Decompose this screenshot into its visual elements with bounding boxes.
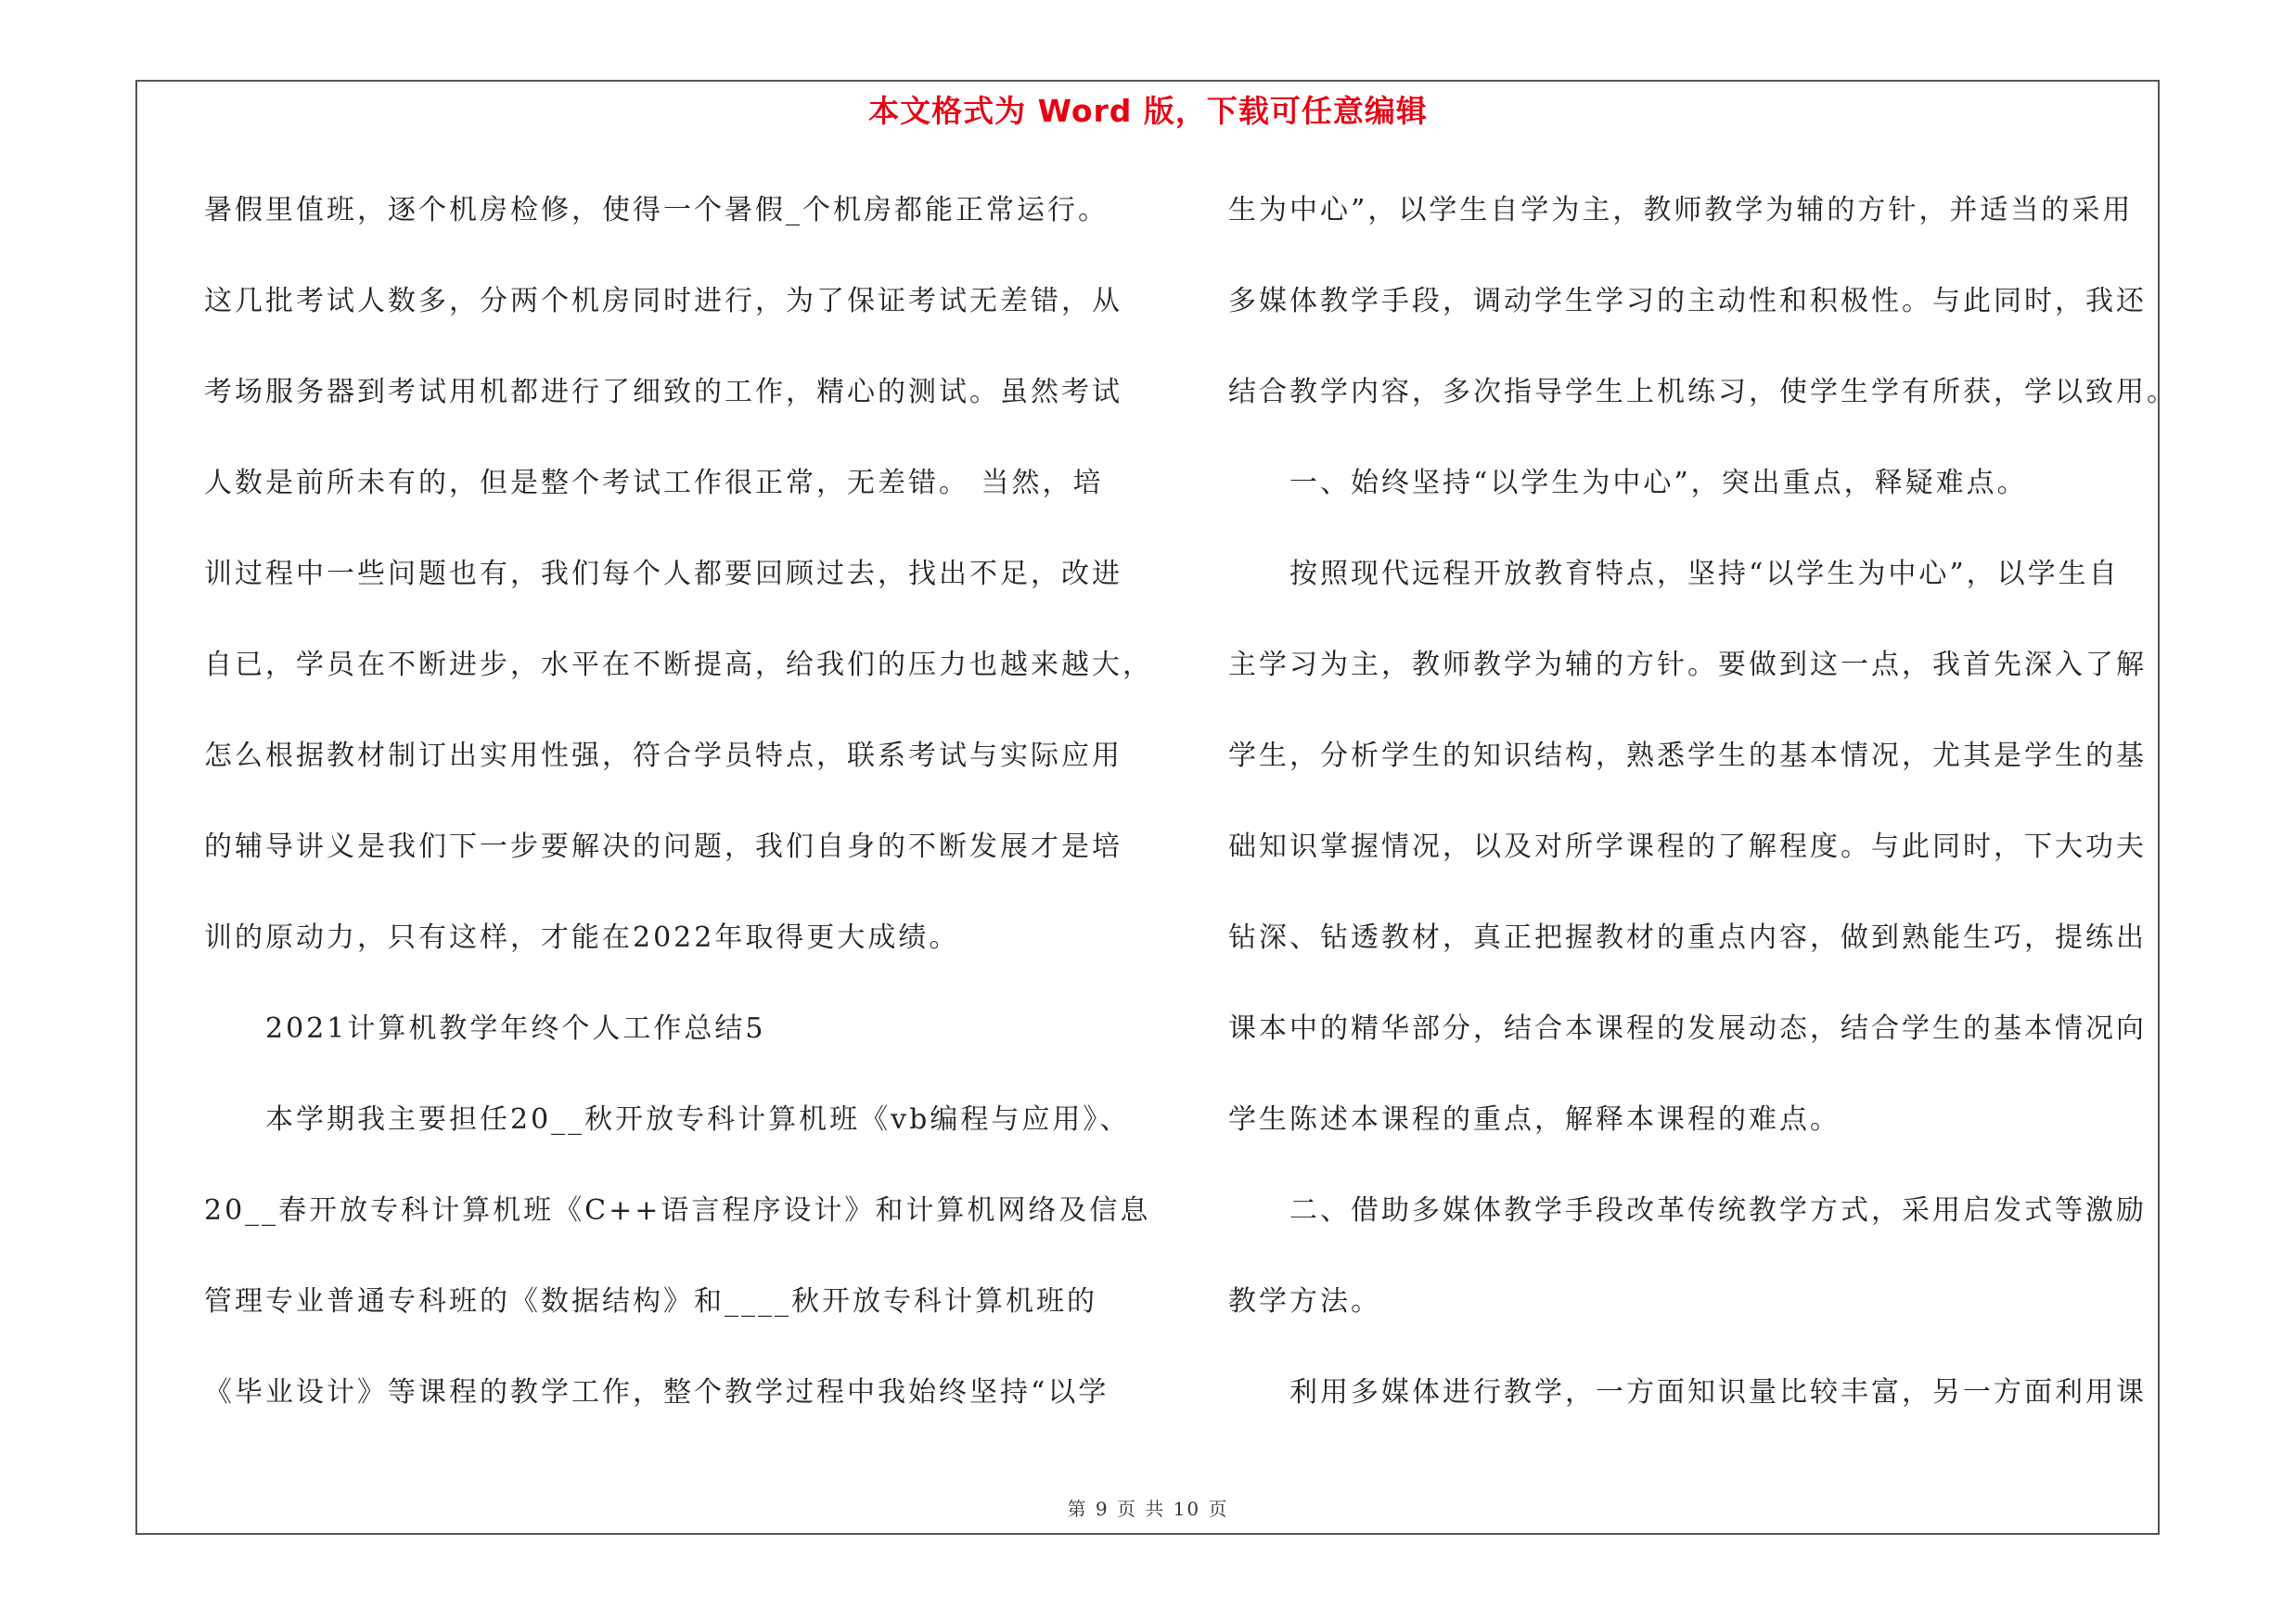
- text-line: 主学习为主，教师教学为辅的方针。要做到这一点，我首先深入了解: [1228, 649, 2147, 681]
- text-line: 生为中心”，以学生自学为主，教师教学为辅的方针，并适当的采用: [1228, 194, 2134, 226]
- page-number-footer: 第 9 页 共 10 页: [1067, 1498, 1229, 1520]
- text-line: 学生陈述本课程的重点，解释本课程的难点。: [1228, 1103, 1841, 1136]
- right-text-column: [1228, 182, 2177, 1455]
- text-line: 这几批考试人数多，分两个机房同时进行，为了保证考试无差错，从: [204, 285, 1122, 317]
- text-line: 训过程中一些问题也有，我们每个人都要回顾过去，找出不足，改进: [204, 558, 1122, 590]
- text-line: 本学期我主要担任20__秋开放专科计算机班《vb编程与应用》、: [265, 1103, 1131, 1136]
- text-line: 础知识掌握情况，以及对所学课程的了解程度。与此同时，下大功夫: [1228, 831, 2147, 863]
- format-notice-banner: 本文格式为 Word 版，下载可任意编辑: [868, 93, 1428, 129]
- text-line: 一、始终坚持“以学生为中心”，突出重点，释疑难点。: [1289, 467, 2028, 499]
- text-line: 多媒体教学手段，调动学生学习的主动性和积极性。与此同时，我还: [1228, 285, 2147, 317]
- left-text-column: [204, 182, 1153, 1455]
- text-line: 教学方法。: [1228, 1285, 1381, 1318]
- text-line: 按照现代远程开放教育特点，坚持“以学生为中心”，以学生自: [1289, 558, 2120, 590]
- text-line: 学生，分析学生的知识结构，熟悉学生的基本情况，尤其是学生的基: [1228, 740, 2147, 772]
- text-line: 2021计算机教学年终个人工作总结5: [265, 1012, 766, 1045]
- text-line: 钻深、钻透教材，真正把握教材的重点内容，做到熟能生巧，提练出: [1228, 921, 2147, 954]
- text-line: 自已，学员在不断进步，水平在不断提高，给我们的压力也越来越大，: [204, 649, 1153, 681]
- text-line: 的辅导讲义是我们下一步要解决的问题，我们自身的不断发展才是培: [204, 831, 1122, 863]
- text-line: 《毕业设计》等课程的教学工作，整个教学过程中我始终坚持“以学: [204, 1376, 1110, 1409]
- text-line: 怎么根据教材制订出实用性强，符合学员特点，联系考试与实际应用: [204, 740, 1122, 772]
- text-line: 20__春开放专科计算机班《C++语言程序设计》和计算机网络及信息: [204, 1194, 1151, 1227]
- text-line: 课本中的精华部分，结合本课程的发展动态，结合学生的基本情况向: [1228, 1012, 2147, 1045]
- text-line: 二、借助多媒体教学手段改革传统教学方式，采用启发式等激励: [1289, 1194, 2147, 1227]
- text-line: 考场服务器到考试用机都进行了细致的工作，精心的测试。虽然考试: [204, 376, 1122, 408]
- text-line: 暑假里值班，逐个机房检修，使得一个暑假_个机房都能正常运行。: [204, 194, 1109, 226]
- text-line: 训的原动力，只有这样，才能在2022年取得更大成绩。: [204, 921, 960, 954]
- text-line: 结合教学内容，多次指导学生上机练习，使学生学有所获，学以致用。: [1228, 376, 2177, 408]
- text-line: 管理专业普通专科班的《数据结构》和____秋开放专科计算机班的: [204, 1285, 1097, 1318]
- text-line: 利用多媒体进行教学，一方面知识量比较丰富，另一方面利用课: [1289, 1376, 2147, 1409]
- text-line: 人数是前所未有的，但是整个考试工作很正常，无差错。 当然，培: [204, 467, 1104, 499]
